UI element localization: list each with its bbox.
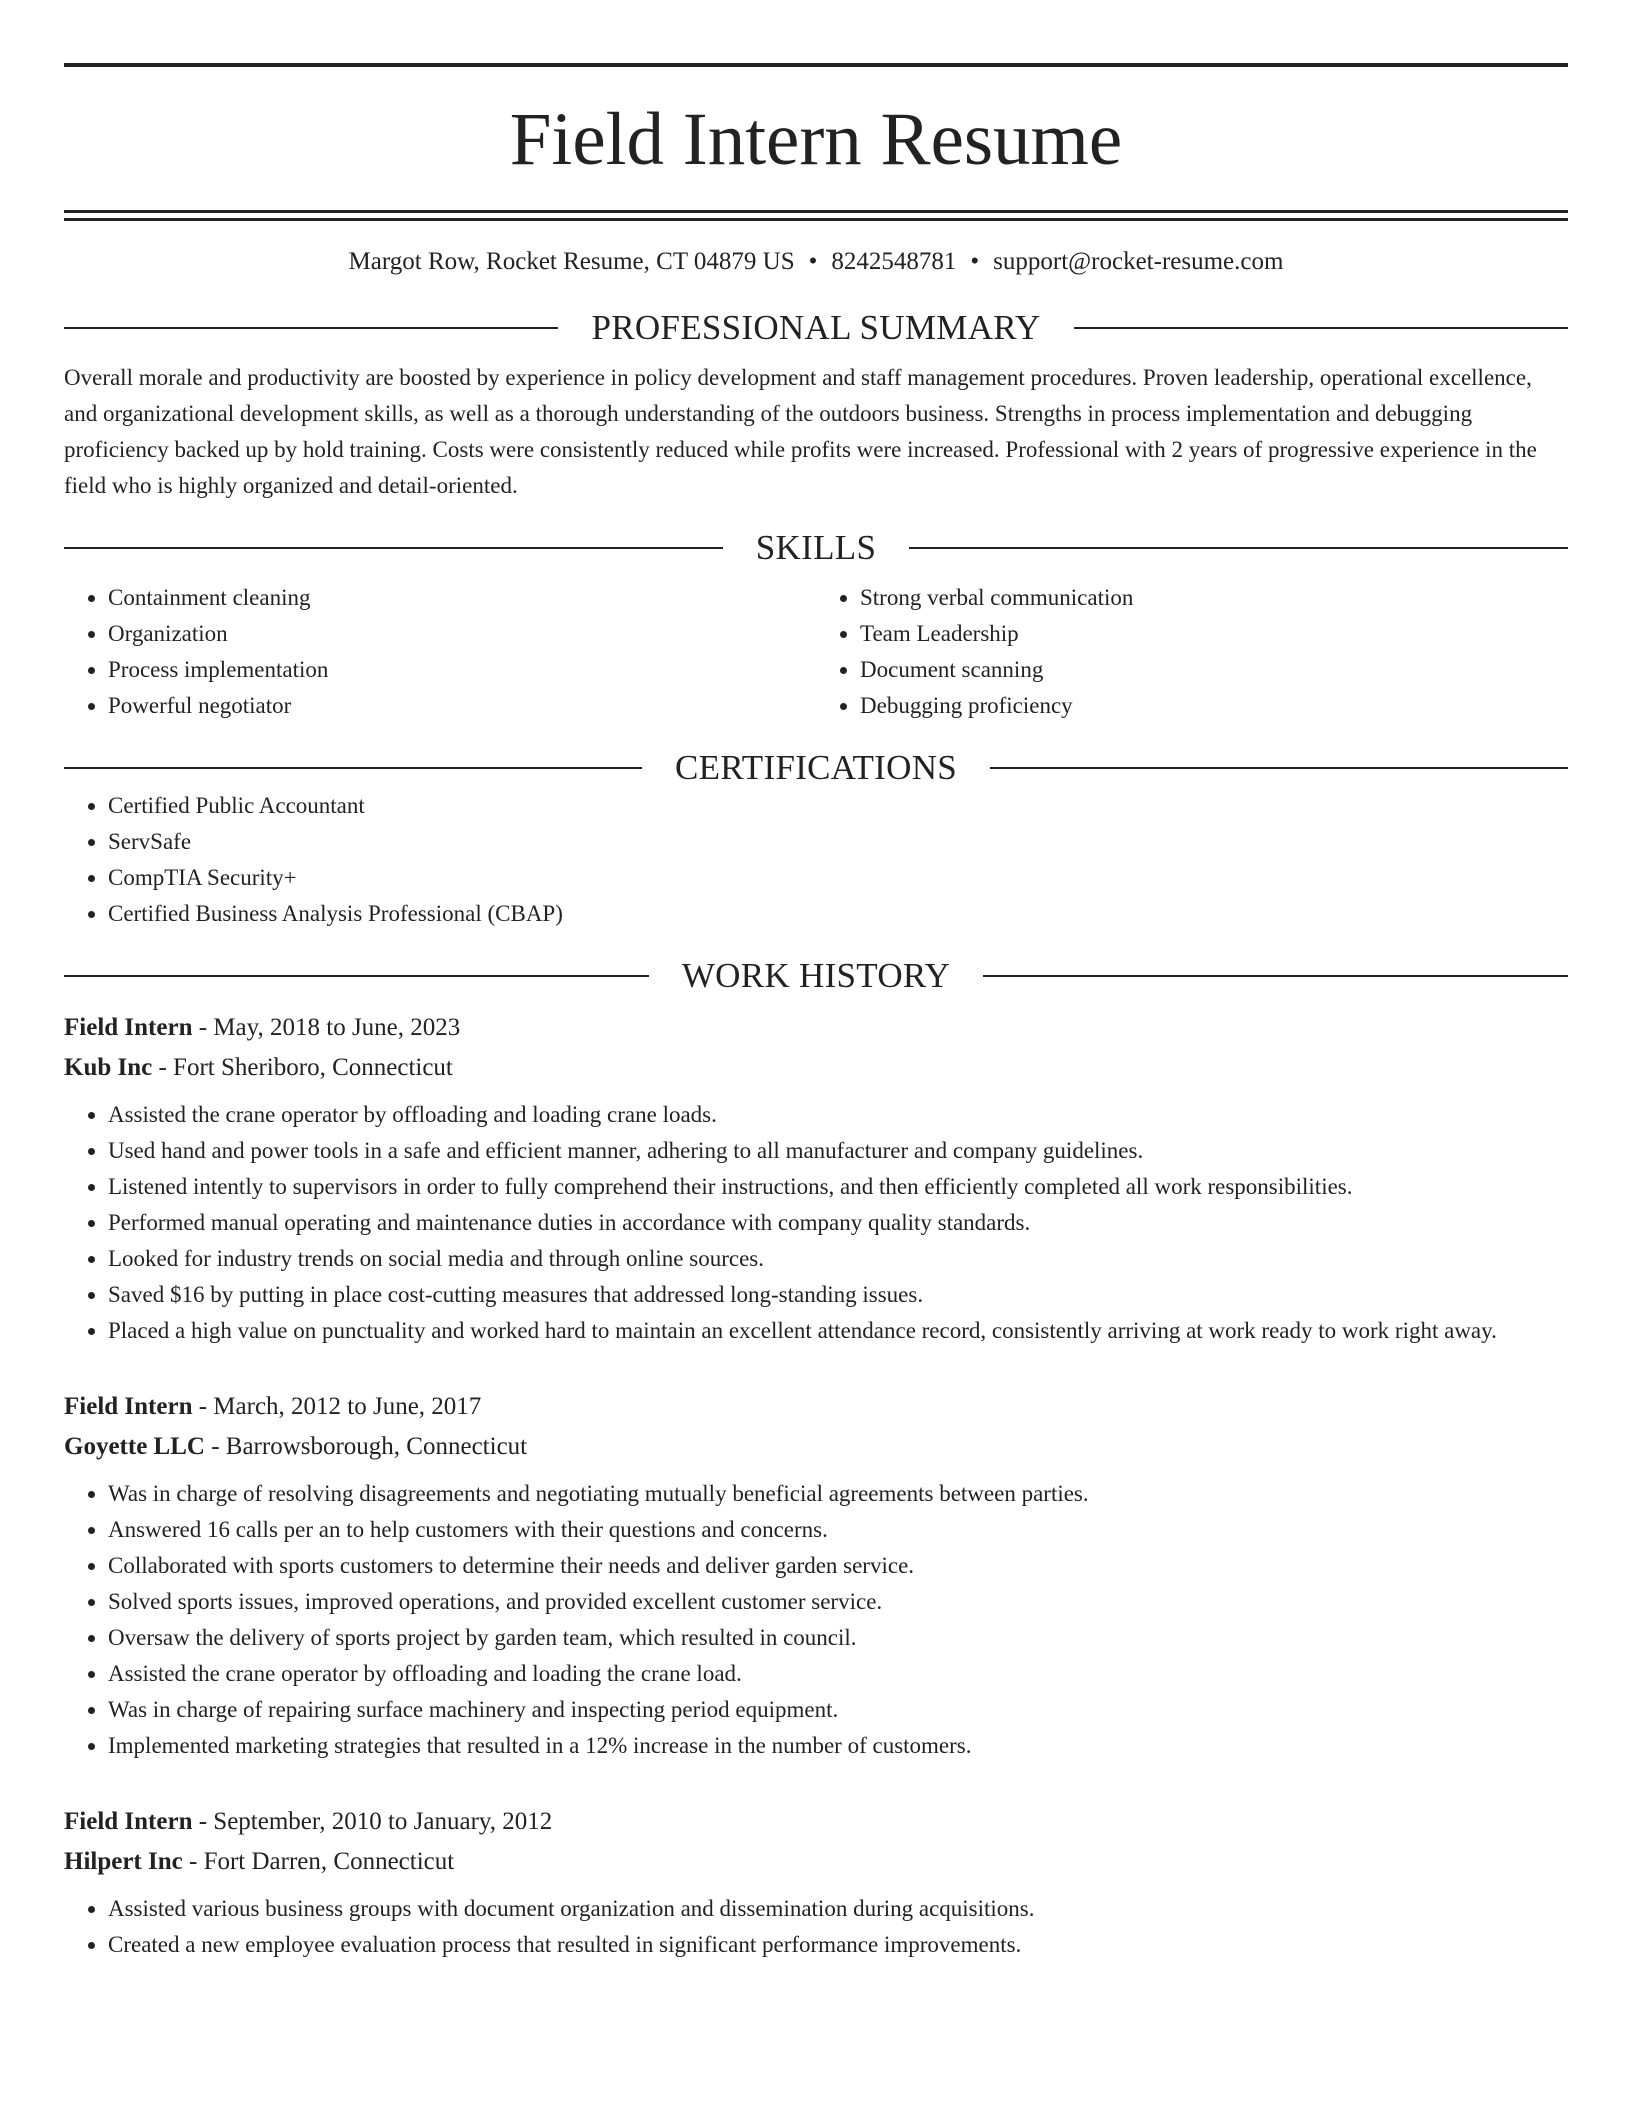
job-company: Hilpert Inc bbox=[64, 1848, 183, 1875]
job-bullet: • Assisted various business groups with document organization and dissemination during acquisitions. bbox=[108, 1891, 1568, 1927]
contact-separator: • bbox=[970, 248, 980, 275]
job-bullet: • Was in charge of repairing surface machinery and inspecting period equipment. bbox=[108, 1692, 1568, 1728]
job-bullets bbox=[64, 1097, 1568, 1349]
job-location: - Fort Sheriboro, Connecticut bbox=[152, 1054, 453, 1081]
job-bullets bbox=[64, 1891, 1568, 1963]
job-title: Field Intern bbox=[64, 1808, 193, 1835]
page-title: Field Intern Resume bbox=[509, 98, 1123, 181]
section-title: WORK HISTORY bbox=[681, 956, 951, 995]
section-title: SKILLS bbox=[755, 528, 877, 567]
job-entry bbox=[64, 1387, 1568, 1764]
section-heading-certifications bbox=[64, 748, 1568, 788]
job-bullet: • Was in charge of resolving disagreements and negotiating mutually beneficial agreements between parties. bbox=[108, 1476, 1568, 1512]
heading-rule bbox=[909, 547, 1568, 549]
skill-item: • Powerful negotiator bbox=[108, 688, 816, 724]
section-heading-summary bbox=[64, 308, 1568, 348]
job-title: Field Intern bbox=[64, 1014, 193, 1041]
section-title: PROFESSIONAL SUMMARY bbox=[591, 308, 1041, 347]
job-bullet: • Implemented marketing strategies that resulted in a 12% increase in the number of customers. bbox=[108, 1728, 1568, 1764]
certifications-list bbox=[64, 788, 1568, 932]
job-bullet: • Solved sports issues, improved operations, and provided excellent customer service. bbox=[108, 1584, 1568, 1620]
job-bullet: • Created a new employee evaluation process that resulted in significant performance improvements. bbox=[108, 1927, 1568, 1963]
contact-phone: 8242548781 bbox=[831, 248, 957, 275]
skill-item: • Containment cleaning bbox=[108, 580, 816, 616]
skill-item: • Team Leadership bbox=[860, 616, 1568, 652]
skill-item: • Process implementation bbox=[108, 652, 816, 688]
skill-item: • Document scanning bbox=[860, 652, 1568, 688]
certification-item: • CompTIA Security+ bbox=[108, 860, 1568, 896]
job-bullet: • Placed a high value on punctuality and worked hard to maintain an excellent attendance record, consistently arriving at work ready to work right away. bbox=[108, 1313, 1568, 1349]
job-bullet: • Saved $16 by putting in place cost-cutting measures that addressed long-standing issues. bbox=[108, 1277, 1568, 1313]
section-heading-skills bbox=[64, 528, 1568, 568]
skill-item: • Debugging proficiency bbox=[860, 688, 1568, 724]
job-company-line bbox=[64, 1427, 1568, 1467]
top-rule bbox=[64, 63, 1568, 67]
job-company: Kub Inc bbox=[64, 1054, 153, 1081]
skill-item: • Organization bbox=[108, 616, 816, 652]
job-bullet: • Collaborated with sports customers to determine their needs and deliver garden service. bbox=[108, 1548, 1568, 1584]
job-bullet: • Answered 16 calls per an to help customers with their questions and concerns. bbox=[108, 1512, 1568, 1548]
title-double-rule bbox=[64, 210, 1568, 221]
job-location: - Fort Darren, Connecticut bbox=[182, 1848, 455, 1875]
section-heading-work-history bbox=[64, 956, 1568, 996]
job-bullet: • Listened intently to supervisors in order to fully comprehend their instructions, and then efficiently completed all work responsibilities. bbox=[108, 1169, 1568, 1205]
skill-item: • Strong verbal communication bbox=[860, 580, 1568, 616]
section-title: CERTIFICATIONS bbox=[674, 748, 958, 787]
job-bullet: • Looked for industry trends on social media and through online sources. bbox=[108, 1241, 1568, 1277]
certification-item: • ServSafe bbox=[108, 824, 1568, 860]
job-title-line bbox=[64, 1008, 1568, 1048]
skills-column-left bbox=[64, 580, 816, 724]
summary-text: Overall morale and productivity are boosted by experience in policy development and staff management procedures. Proven leadership, operational excellence, and organizational development skills, as well as a thorough understanding of the outdoors business. Strengths in process implementation and debugging proficiency backed up by hold training. Costs were consistently reduced while profits were increased. Professional with 2 years of progressive experience in the field who is highly organized and detail-oriented. bbox=[64, 365, 1537, 498]
contact-address: Margot Row, Rocket Resume, CT 04879 US bbox=[348, 248, 795, 275]
job-company-line bbox=[64, 1048, 1568, 1088]
job-dates: - September, 2010 to January, 2012 bbox=[192, 1808, 553, 1835]
resume-page bbox=[64, 0, 1568, 1963]
certification-item: • Certified Public Accountant bbox=[108, 788, 1568, 824]
job-dates: - March, 2012 to June, 2017 bbox=[192, 1393, 482, 1420]
job-title-line bbox=[64, 1802, 1568, 1842]
heading-rule bbox=[990, 767, 1568, 769]
job-location: - Barrowsborough, Connecticut bbox=[204, 1433, 528, 1460]
job-bullet: • Performed manual operating and maintenance duties in accordance with company quality standards. bbox=[108, 1205, 1568, 1241]
heading-rule bbox=[64, 975, 649, 977]
heading-rule bbox=[64, 767, 642, 769]
job-bullet: • Used hand and power tools in a safe and efficient manner, adhering to all manufacturer and company guidelines. bbox=[108, 1133, 1568, 1169]
job-company: Goyette LLC bbox=[64, 1433, 205, 1460]
contact-separator: • bbox=[808, 248, 818, 275]
job-bullet: • Assisted the crane operator by offloading and loading crane loads. bbox=[108, 1097, 1568, 1133]
skills-column-right bbox=[816, 580, 1568, 724]
contact-line bbox=[64, 247, 1568, 277]
job-company-line bbox=[64, 1842, 1568, 1882]
heading-rule bbox=[64, 327, 558, 329]
job-title: Field Intern bbox=[64, 1393, 193, 1420]
job-title-line bbox=[64, 1387, 1568, 1427]
job-bullets bbox=[64, 1476, 1568, 1764]
job-bullet: • Oversaw the delivery of sports project by garden team, which resulted in council. bbox=[108, 1620, 1568, 1656]
job-entry bbox=[64, 1802, 1568, 1963]
heading-rule bbox=[64, 547, 723, 549]
heading-rule bbox=[983, 975, 1568, 977]
contact-email: support@rocket-resume.com bbox=[993, 248, 1284, 275]
job-dates: - May, 2018 to June, 2023 bbox=[192, 1014, 461, 1041]
heading-rule bbox=[1074, 327, 1568, 329]
skills-list bbox=[64, 580, 1568, 724]
job-bullet: • Assisted the crane operator by offloading and loading the crane load. bbox=[108, 1656, 1568, 1692]
job-entry bbox=[64, 1008, 1568, 1349]
certification-item: • Certified Business Analysis Professional (CBAP) bbox=[108, 896, 1568, 932]
